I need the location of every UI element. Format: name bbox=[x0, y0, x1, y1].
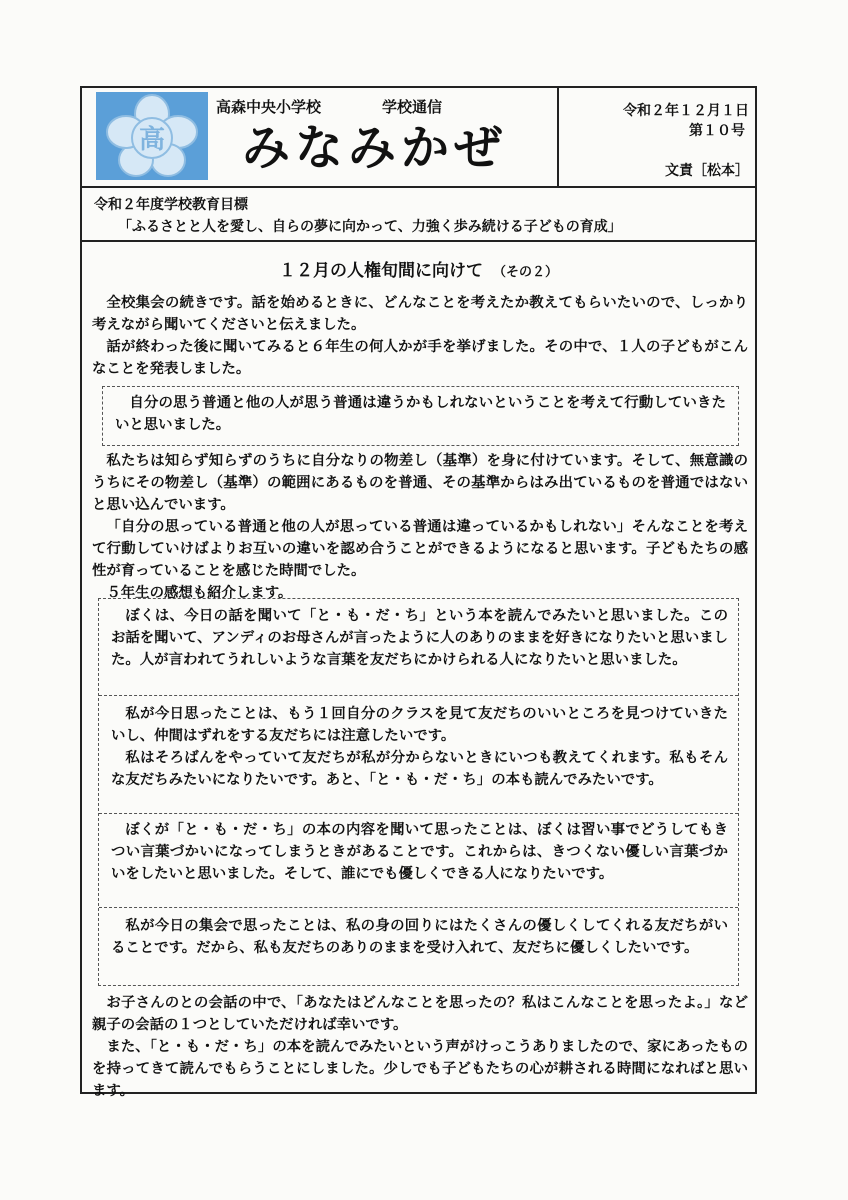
editor-credit: 文責［松本］ bbox=[665, 163, 749, 179]
newsletter-header bbox=[82, 88, 755, 188]
goal-heading: 令和２年度学校教育目標 bbox=[94, 197, 248, 213]
paragraph: ５年生の感想も紹介します。 bbox=[106, 585, 293, 601]
paragraph: 私はそろばんをやっていて友だちが私が分からないときにいつも教えてくれます。私もそんな友だちみたいになりたいです。あと、「と・も・だ・ち」の本も読んでみたいです。 bbox=[111, 750, 728, 788]
paragraph: ぼくが「と・も・だ・ち」の本の内容を聞いて思ったことは、ぼくは習い事でどうしてもきつい言葉づかいになってしまうときがあることです。これからは、きつくない優しい言葉づかいをしたいと思いました。そして、誰にでも優しくできる人になりたいです。 bbox=[111, 822, 728, 882]
paragraph: また、「と・も・だ・ち」の本を読んでみたいという声がけっこうありましたので、家にあったものを持ってきて読んでもらうことにしました。少しでも子どもたちの心が耕される時間になればと思います。 bbox=[92, 1039, 748, 1099]
impression-3 bbox=[111, 819, 728, 885]
paragraph: 全校集会の続きです。話を始めるときに、どんなことを考えたか教えてもらいたいので、しっかり考えながら聞いてくださいと伝えました。 bbox=[92, 295, 748, 333]
school-name: 高森中央小学校 bbox=[216, 98, 322, 116]
logo-glyph: 高 bbox=[138, 125, 166, 155]
closing-text bbox=[92, 992, 748, 1102]
paragraph: 「自分の思っている普通と他の人が思っている普通は違っているかもしれない」そんなことを考えて行動していけばよりお互いの違いを認め合うことができるようになると思います。子どもたちの感性が育っていることを感じた時間でした。 bbox=[92, 519, 748, 579]
article-title bbox=[82, 256, 755, 281]
article-subtitle: （その２） bbox=[492, 265, 558, 280]
paragraph: 私が今日の集会で思ったことは、私の身の回りにはたくさんの優しくしてくれる友だちがいることです。だから、私も友だちのありのままを受け入れて、友だちに優しくしたいです。 bbox=[111, 918, 728, 956]
impression-divider bbox=[99, 813, 738, 814]
intro-text bbox=[92, 292, 748, 380]
impressions-box bbox=[98, 598, 739, 986]
paragraph: お子さんのとの会話の中で、「あなたはどんなことを思ったの？私はこんなことを思ったよ。」など親子の会話の１つとしていただければ幸いです。 bbox=[92, 995, 748, 1033]
impression-divider bbox=[99, 695, 738, 696]
education-goal bbox=[82, 188, 755, 242]
student-quote bbox=[115, 392, 726, 436]
newsletter-sheet bbox=[80, 86, 757, 1099]
issue-info bbox=[557, 88, 757, 186]
goal-text: 「ふるさとと人を愛し、自らの夢に向かって、力強く歩み続ける子どもの育成」 bbox=[118, 219, 622, 235]
middle-text bbox=[92, 450, 748, 604]
article-title-main: １２月の人権旬間に向けて bbox=[278, 261, 483, 281]
impression-2 bbox=[111, 703, 728, 791]
school-logo bbox=[96, 92, 208, 180]
impression-1 bbox=[111, 605, 728, 671]
paper-kind: 学校通信 bbox=[382, 98, 443, 116]
issue-number: 第１０号 bbox=[689, 123, 745, 139]
student-quote-box bbox=[102, 386, 739, 446]
impression-divider bbox=[99, 907, 738, 908]
paragraph: 話が終わった後に聞いてみると６年生の何人かが手を挙げました。その中で、１人の子どもがこんなことを発表しました。 bbox=[92, 339, 748, 377]
paragraph: 私たちは知らず知らずのうちに自分なりの物差し（基準）を身に付けています。そして、無意識のうちにその物差し（基準）の範囲にあるものを普通、その基準からはみ出ているものを普通ではないと思い込んでいます。 bbox=[92, 453, 748, 513]
paragraph: ぼくは、今日の話を聞いて「と・も・だ・ち」という本を読んでみたいと思いました。このお話を聞いて、アンディのお母さんが言ったように人のありのままを好きになりたいと思いました。人が言われてうれしいような言葉を友だちにかけられる人になりたいと思いました。 bbox=[111, 608, 728, 668]
paragraph: 自分の思う普通と他の人が思う普通は違うかもしれないということを考えて行動していきたいと思いました。 bbox=[115, 395, 726, 433]
impression-4 bbox=[111, 915, 728, 959]
issue-date: 令和２年１２月１日 bbox=[623, 103, 749, 119]
paragraph: 私が今日思ったことは、もう１回自分のクラスを見て友だちのいいところを見つけていきたいし、仲間はずれをする友だちには注意したいです。 bbox=[111, 706, 728, 744]
newsletter-title: みなみかぜ bbox=[242, 120, 508, 176]
